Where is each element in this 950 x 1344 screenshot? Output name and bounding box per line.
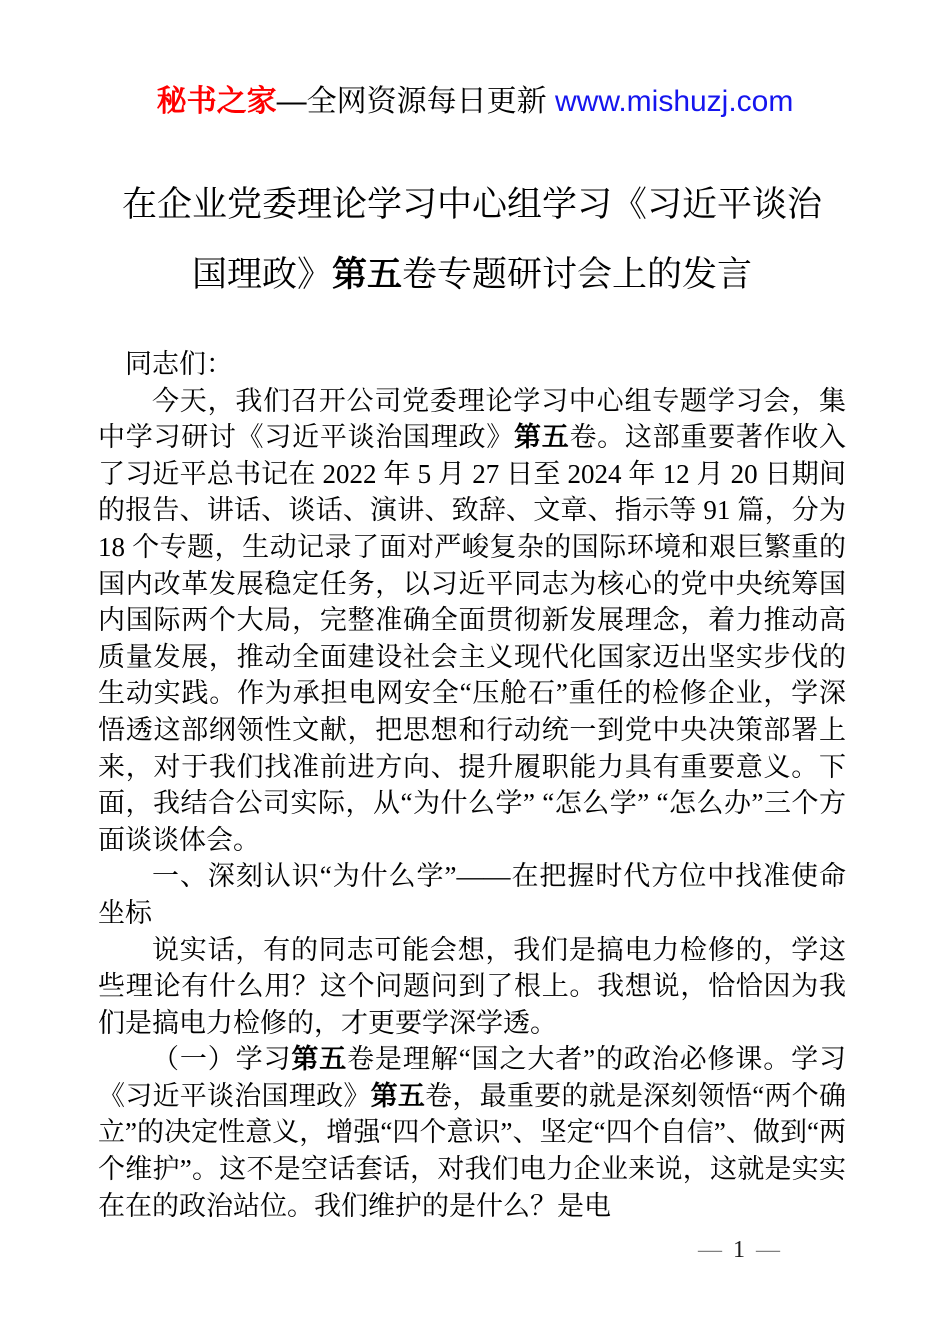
brand-name: 秘书之家 — [156, 85, 277, 118]
header-url-link[interactable]: www.mishuzj.com — [554, 85, 794, 118]
document-body — [98, 346, 846, 1232]
title-text: 卷专题研讨会上的发言 — [402, 255, 753, 294]
paragraph-why-learn: 说实话，有的同志可能会想，我们是搞电力检修的，学这些理论有什么用？这个问题问到了根上。我想说，恰恰因为我们是搞电力检修的，才更要学深学透。 — [98, 934, 846, 1038]
page-number — [698, 1238, 780, 1262]
title-line-2 — [98, 240, 846, 310]
paragraph-text: 今天，我们召开公司党委理论学习中心组专题学习会，集中学习研讨《习近平谈治国理政》 — [98, 385, 846, 453]
bold-volume-ref: 第五 — [370, 1080, 426, 1111]
paragraph-text: 卷，最重要的就是深刻领悟“两个确立”的决定性意义，增强“四个意识”、坚定“四个自信”、做到“两个维护”。这不是空话套话，对我们电力企业来说，这就是实实在在的政治站位。我们维护的是什么？是电 — [98, 1080, 846, 1221]
title-text: 在企业党委理论学习中心组学习《习近平谈治 — [121, 185, 822, 224]
title-text: 国理政》 — [191, 255, 332, 294]
bold-volume-ref: 第五 — [513, 422, 570, 453]
document-title — [98, 170, 846, 310]
title-bold-volume: 第五 — [331, 255, 402, 294]
paragraph-text: 卷。这部重要著作收入了习近平总书记在 2022 年 5 月 27 日至 2024 年 12 月 20 日期间的报告、讲话、谈话、演讲、致辞、文章、指示等 91 篇，分为 18 个专题，生动记录了面对严峻复杂的国际环境和艰巨繁重的国内改革发展稳定任务，以习近平同志为核心的党中央统筹国内国际两个大局，完整准确全面贯彻新发展理念，着力推动高质量发展，推动全面建设社会主义现代化国家迈出坚实步伐的生动实践。作为承担电网安全“压舱石”重任的检修企业，学深悟透这部纲领性文献，把思想和行动统一到党中央决策部署上来，对于我们找准前进方向、提升履职能力具有重要意义。下面，我结合公司实际，从“为什么学” “怎么学” “怎么办”三个方面谈谈体会。 — [98, 422, 846, 855]
title-line-1 — [98, 170, 846, 240]
paragraph-text: 卷是理解“国之大者”的政治必修课。学习《习近平谈治国理政》 — [98, 1044, 846, 1111]
salutation: 同志们： — [125, 349, 233, 379]
paragraph-point-one — [98, 1041, 846, 1224]
footer-dash-left: — — [698, 1237, 722, 1263]
footer-dash-right: — — [756, 1237, 780, 1263]
header-tagline: —全网资源每日更新 — [276, 85, 555, 118]
footer-page-number: 1 — [733, 1237, 745, 1263]
section-heading-1: 一、深刻认识“为什么学”——在把握时代方位中找准使命坐标 — [98, 861, 846, 928]
page-header — [0, 84, 950, 120]
paragraph-text: （一）学习 — [152, 1044, 292, 1075]
paragraph-opening — [98, 383, 846, 859]
bold-volume-ref: 第五 — [291, 1044, 348, 1075]
